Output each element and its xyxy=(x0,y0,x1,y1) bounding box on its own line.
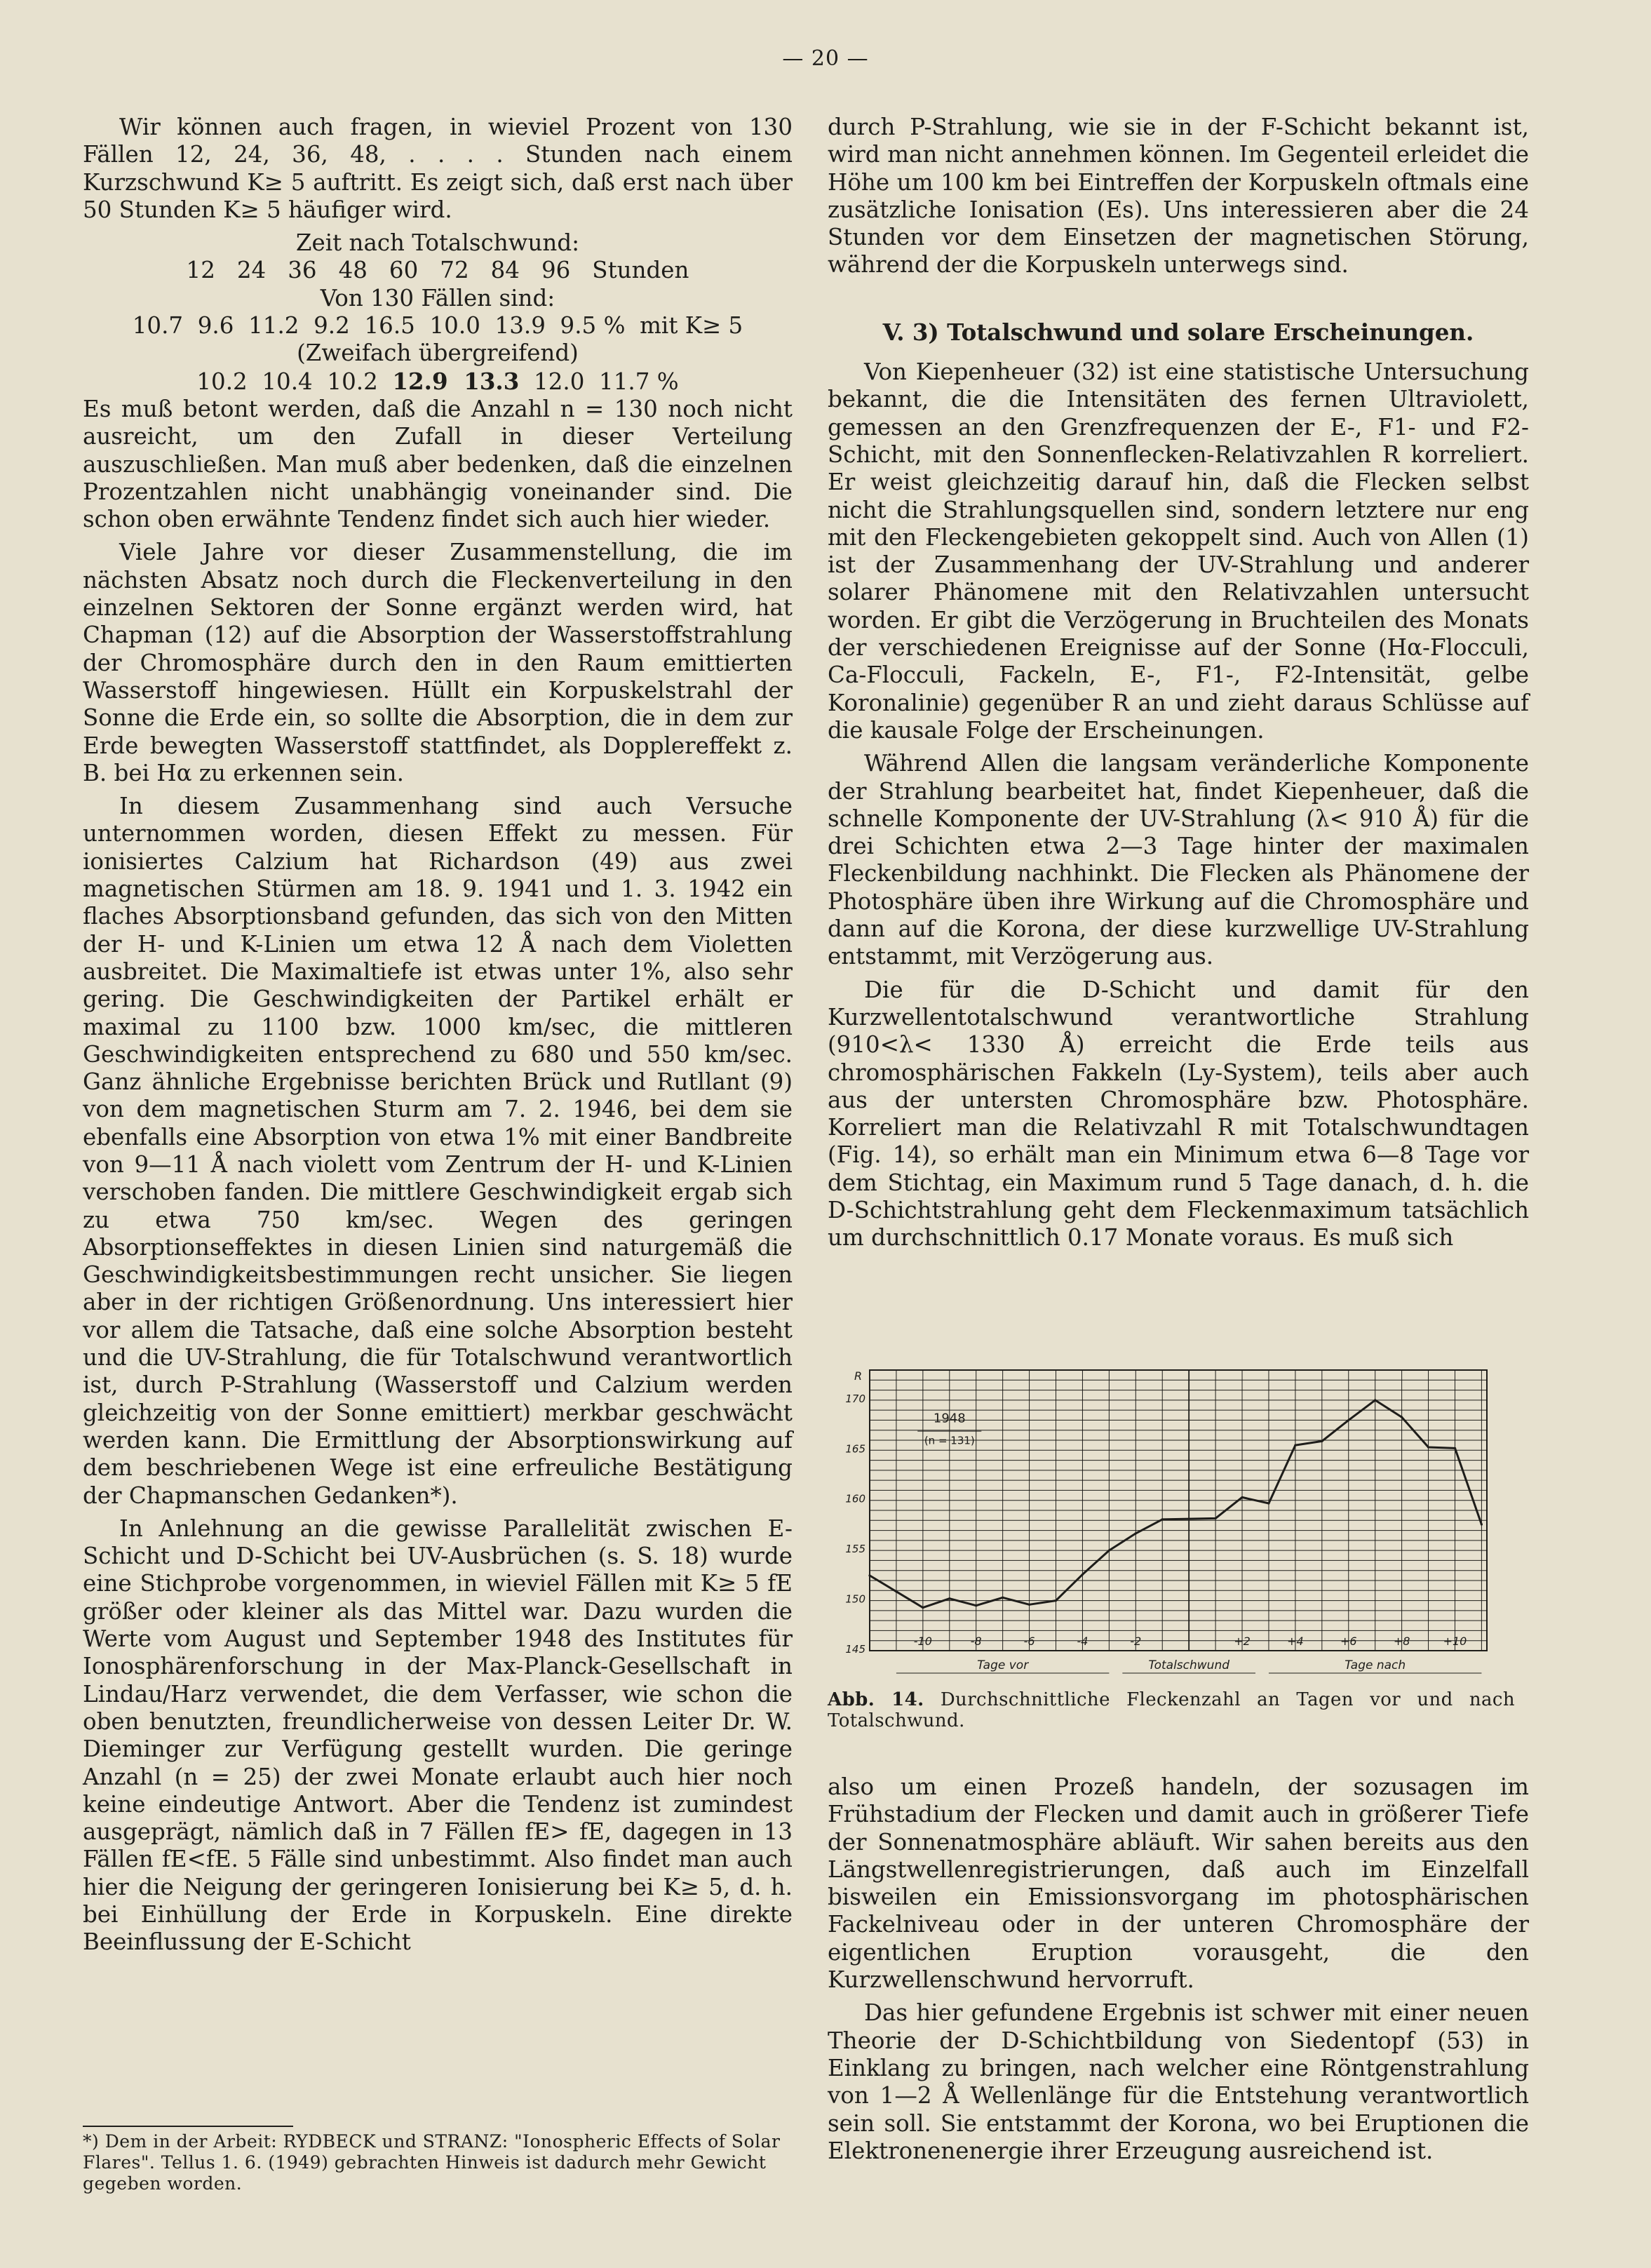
paragraph: In Anlehnung an die gewisse Parallelität zwischen E-Schicht und D-Schicht bei UV-Ausbrüchen (s. S. 18) wurde eine Stichprobe vorgenommen, in wieviel Fällen mit K≥ 5 fE größer oder kleiner als das Mittel war. Dazu wurden die Werte vom August und September 1948 des Institutes für Ionosphärenforschung in der Max-Planck-Gesellschaft in Lindau/Harz verwendet, die dem Verfasser, wie schon die oben benutzten, freundlicherweise von dessen Leiter Dr. W. Dieminger zur Verfügung gestellt wurden. Die geringe Anzahl (n = 25) der zwei Monate erlaubt auch hier noch keine eindeutige Antwort. Aber die Tendenz ist zumindest ausgeprägt, nämlich daß in 7 Fällen fE> fE, dagegen in 13 Fällen fE<fE. 5 Fälle sind unbestimmt. Also findet man auch hier die Neigung der geringeren Ionisierung bei K≥ 5, d. h. bei Einhüllung der Erde in Korpuskeln. Eine direkte Beeinflussung der E-Schicht xyxy=(83,1515,793,1956)
x-tick-label: -2 xyxy=(1130,1635,1142,1648)
data-point xyxy=(1161,1518,1164,1520)
x-tick-label: -6 xyxy=(1023,1635,1035,1648)
page-number: — 20 — xyxy=(782,46,869,71)
footnote-rule xyxy=(83,2126,293,2127)
data-point xyxy=(1401,1416,1403,1418)
data-point xyxy=(1055,1599,1057,1602)
x-tick-label: -4 xyxy=(1077,1635,1089,1648)
sunspot-chart xyxy=(842,1357,1501,1684)
data-point xyxy=(948,1597,950,1599)
x-axis-label-center: Totalschwund xyxy=(1148,1658,1230,1672)
y-axis-label: R xyxy=(854,1369,863,1383)
left-column xyxy=(83,114,793,1962)
chart-annotation-count: (n = 131) xyxy=(924,1434,975,1447)
y-tick-label: 145 xyxy=(845,1643,865,1656)
data-point xyxy=(1267,1502,1269,1504)
x-axis-label-after: Tage nach xyxy=(1345,1658,1406,1672)
caption-label: Abb. 14. xyxy=(828,1689,924,1710)
table-values-bold: 12.9 13.3 xyxy=(392,367,520,395)
table-row-percent: 10.7 9.6 11.2 9.2 16.5 10.0 13.9 9.5 % mit K≥ 5 xyxy=(132,312,743,340)
table-row-hours: 12 24 36 48 60 72 84 96 Stunden xyxy=(186,257,689,284)
table-caption: (Zweifach übergreifend) xyxy=(297,340,579,367)
table-values: 10.2 10.4 10.2 xyxy=(196,368,393,395)
paragraph: Das hier gefundene Ergebnis ist schwer mit einer neuen Theorie der D-Schichtbildung von Siedentopf (53) in Einklang zu bringen, nach welcher eine Röntgenstrahlung von 1—2 Å Wellenlänge für die Entstehung verantwortlich sein soll. Sie entstammt der Korona, wo bei Eruptionen die Elektronenenergie ihrer Erzeugung ausreichend ist. xyxy=(828,1999,1529,2164)
paragraph: Die für die D-Schicht und damit für den Kurzwellentotalschwund verantwortliche Strahlung (910<λ< 1330 Å) erreicht die Erde teils aus chromosphärischen Fakkeln (Ly-System), teils aber auch aus der untersten Chromosphäre bzw. Photosphäre. Korreliert man die Relativzahl R mit Totalschwundtagen (Fig. 14), so erhält man ein Minimum etwa 6—8 Tage vor dem Stichtag, ein Maximum rund 5 Tage danach, d. h. die D-Schichtstrahlung geht dem Fleckenmaximum tatsächlich um durchschnittlich 0.17 Monate voraus. Es muß sich xyxy=(828,976,1529,1252)
data-point xyxy=(1294,1444,1296,1447)
data-point xyxy=(1374,1399,1376,1401)
right-column xyxy=(828,114,1529,1258)
y-tick-label: 155 xyxy=(845,1543,865,1556)
data-point xyxy=(975,1604,977,1606)
x-tick-label: +4 xyxy=(1287,1635,1304,1648)
x-tick-label: -8 xyxy=(970,1635,982,1648)
data-point xyxy=(1241,1496,1243,1498)
paragraph: Wir können auch fragen, in wieviel Prozent von 130 Fällen 12, 24, 36, 48, . . . . Stunden nach einem Kurzschwund K≥ 5 auftritt. Es zeigt sich, daß erst nach über 50 Stunden K≥ 5 häufiger wird. xyxy=(83,114,793,223)
y-tick-label: 160 xyxy=(845,1492,865,1505)
paragraph: Während Allen die langsam veränderliche Komponente der Strahlung bearbeitet hat, findet Kiepenheuer, daß die schnelle Komponente der UV-Strahlung (λ< 910 Å) für die drei Schichten etwa 2—3 Tage hinter der maximalen Fleckenbildung nachhinkt. Die Flecken als Phänomene der Photosphäre üben ihre Wirkung auf die Chromosphäre und dann auf die Korona, der diese kurzwellige UV-Strahlung entstammt, mit Verzögerung aus. xyxy=(828,750,1529,970)
x-tick-label: +8 xyxy=(1393,1635,1410,1648)
y-tick-label: 165 xyxy=(845,1442,865,1456)
paragraph: Von Kiepenheuer (32) ist eine statistische Untersuchung bekannt, die die Intensitäten des fernen Ultraviolett, gemessen an den Grenzfrequenzen der E-, F1- und F2-Schicht, mit den Sonnenflecken-Relativzahlen R korreliert. Er weist gleichzeitig darauf hin, daß die Flecken selbst nicht die Strahlungsquellen sind, sondern letztere nur eng mit den Fleckengebieten gekoppelt sind. Auch von Allen (1) ist der Zusammenhang der UV-Strahlung und anderer solarer Phänomene mit den Relativzahlen untersucht worden. Er gibt die Verzögerung in Bruchteilen des Monats der verschiedenen Ereignisse auf der Sonne (Hα-Flocculi, Ca-Flocculi, Fackeln, E-, F1-, F2-Intensität, gelbe Koronalinie) gegenüber R an und zieht daraus Schlüsse auf die kausale Folge der Erscheinungen. xyxy=(828,358,1529,744)
paragraph: Es muß betont werden, daß die Anzahl n = 130 noch nicht ausreicht, um den Zufall in dieser Verteilung auszuschließen. Man muß aber bedenken, daß die einzelnen Prozentzahlen nicht unabhängig voneinander sind. Die schon oben erwähnte Tendenz findet sich auch hier wieder. xyxy=(83,395,793,533)
right-column-continued xyxy=(828,1773,1529,2170)
data-point xyxy=(1135,1532,1137,1534)
figure-caption xyxy=(828,1689,1529,1731)
data-point xyxy=(922,1606,924,1609)
table-values: 12.0 11.7 % xyxy=(519,368,679,395)
y-tick-label: 170 xyxy=(845,1392,865,1405)
data-point xyxy=(1321,1440,1323,1442)
chart-annotation-year: 1948 xyxy=(933,1411,966,1426)
x-axis-label-before: Tage vor xyxy=(977,1658,1029,1672)
x-tick-label: +10 xyxy=(1443,1635,1467,1648)
table-caption: Von 130 Fällen sind: xyxy=(320,284,555,311)
data-point xyxy=(1347,1419,1349,1421)
figure xyxy=(828,1357,1529,1731)
data-point xyxy=(1108,1550,1110,1552)
paragraph: In diesem Zusammenhang sind auch Versuche unternommen worden, diesen Effekt zu messen. Für ionisiertes Calzium hat Richardson (49) aus zwei magnetischen Stürmen am 18. 9. 1941 und 1. 3. 1942 ein flaches Absorptionsband gefunden, das sich von den Mitten der H- und K-Linien um etwa 12 Å nach dem Violetten ausbreitet. Die Maximaltiefe ist etwas unter 1%, also sehr gering. Die Geschwindigkeiten der Partikel erhält er maximal zu 1100 bzw. 1000 km/sec, die mittleren Geschwindigkeiten entsprechend zu 680 und 550 km/sec. Ganz ähnliche Ergebnisse berichten Brück und Rutllant (9) von dem magnetischen Sturm am 7. 2. 1946, bei dem sie ebenfalls eine Absorption von etwa 1% mit einer Bandbreite von 9—11 Å nach violett vom Zentrum der H- und K-Linien verschoben fanden. Die mittlere Geschwindigkeit ergab sich zu etwa 750 km/sec. Wegen des geringen Absorptionseffektes in diesen Linien sind naturgemäß die Geschwindigkeitsbestimmungen recht unsicher. Sie liegen aber in der richtigen Größenordnung. Uns interessiert hier vor allem die Tatsache, daß eine solche Absorption besteht und die UV-Strahlung, die für Totalschwund verantwortlich ist, durch P-Strahlung (Wasserstoff und Calzium werden gleichzeitig von der Sonne emittiert) merkbar geschwächt werden kann. Die Ermittlung der Absorptionswirkung auf dem beschriebenen Wege ist eine erfreuliche Bestätigung der Chapmanschen Gedanken*). xyxy=(83,793,793,1509)
data-point xyxy=(1427,1446,1429,1448)
data-point xyxy=(1481,1523,1483,1525)
data-point xyxy=(1002,1597,1004,1599)
x-tick-label: +6 xyxy=(1340,1635,1357,1648)
table-caption: Zeit nach Totalschwund: xyxy=(295,229,580,257)
caption-text: Durchschnittliche Fleckenzahl an Tagen vor und nach Totalschwund. xyxy=(828,1689,1515,1731)
table-row-overlapping xyxy=(83,368,793,396)
data-point xyxy=(1081,1573,1084,1576)
data-point xyxy=(1215,1517,1217,1519)
y-tick-label: 150 xyxy=(845,1592,865,1606)
paragraph: also um einen Prozeß handeln, der sozusagen im Frühstadium der Flecken und damit auch in größerer Tiefe der Sonnenatmosphäre abläuft. Wir sahen bereits aus den Längstwellenregistrierungen, daß auch im Einzelfall bisweilen ein Emissionsvorgang im photosphärischen Fackelniveau oder in der unteren Chromosphäre der eigentlichen Eruption vorausgeht, die den Kurzwellenschwund hervorruft. xyxy=(828,1773,1529,1994)
x-tick-label: +2 xyxy=(1234,1635,1251,1648)
data-point xyxy=(1028,1604,1030,1606)
paragraph: durch P-Strahlung, wie sie in der F-Schicht bekannt ist, wird man nicht annehmen können. Im Gegenteil erleidet die Höhe um 100 km bei Eintreffen der Korpuskeln oftmals eine zusätzliche Ionisation (Es). Uns interessieren aber die 24 Stunden vor dem Einsetzen der magnetischen Störung, während der die Korpuskeln unterwegs sind. xyxy=(828,114,1529,279)
section-heading: V. 3) Totalschwund und solare Erscheinungen. xyxy=(882,318,1474,346)
footnote xyxy=(83,2126,793,2194)
data-point xyxy=(868,1574,870,1576)
footnote-text: *) Dem in der Arbeit: RYDBECK und STRANZ: "Ionospheric Effects of Solar Flares". Tellus 1. 6. (1949) gebrachten Hinweis ist dadurch mehr Gewicht gegeben worden. xyxy=(83,2131,781,2194)
x-tick-label: -10 xyxy=(913,1635,932,1648)
paragraph: Viele Jahre vor dieser Zusammenstellung, die im nächsten Absatz noch durch die Fleckenverteilung in den einzelnen Sektoren der Sonne ergänzt werden wird, hat Chapman (12) auf die Absorption der Wasserstoffstrahlung der Chromosphäre durch den in den Raum emittierten Wasserstoff hingewiesen. Hüllt ein Korpuskelstrahl der Sonne die Erde ein, so sollte die Absorption, die in dem zur Erde bewegten Wasserstoff stattfindet, als Dopplereffekt z. B. bei Hα zu erkennen sein. xyxy=(83,539,793,786)
data-point xyxy=(895,1590,897,1592)
data-point xyxy=(1454,1447,1456,1449)
